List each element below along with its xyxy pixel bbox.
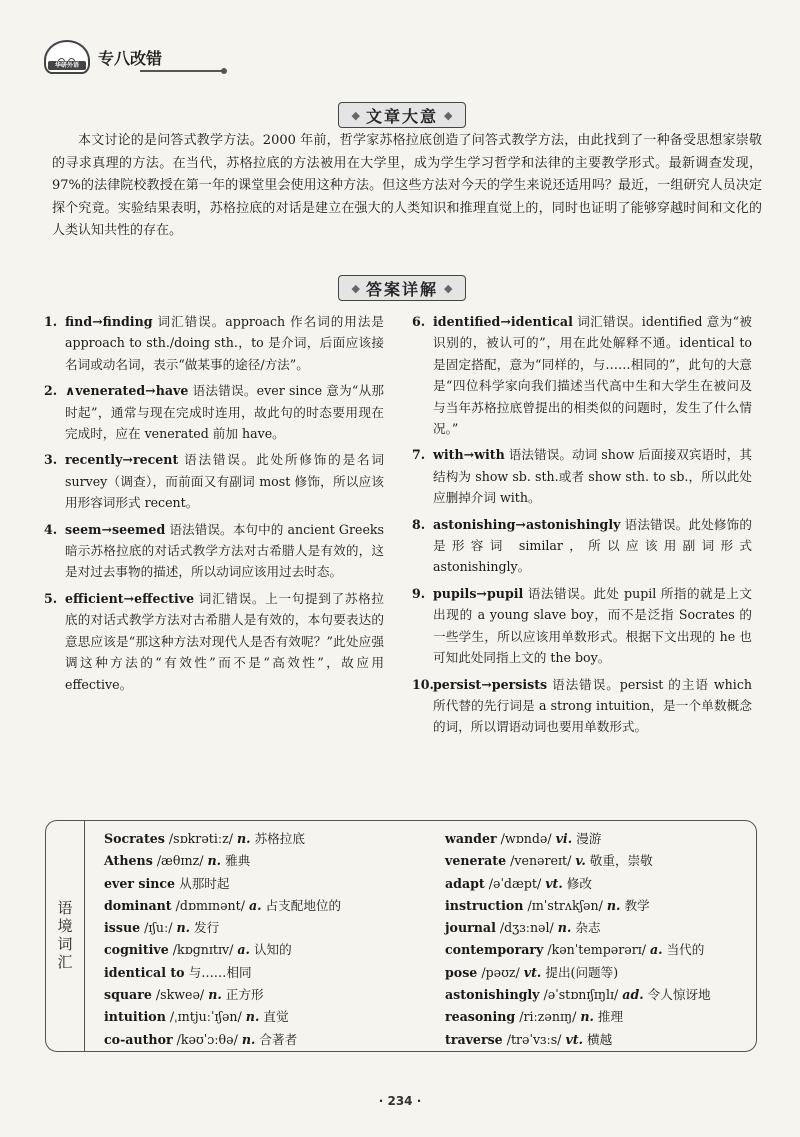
- vocab-part-of-speech: vt.: [545, 875, 563, 891]
- answer-number: 2.: [44, 383, 58, 399]
- vocab-phonetic: /kəʊˈɔːθə/: [176, 1031, 238, 1047]
- vocab-meaning: 认知的: [253, 942, 292, 958]
- answer-explanation: 语法错误。此处所修饰的是名词 survey（调查），而前面又有副词 most 修饰，所以应该用形容词形式 recent。: [65, 452, 384, 511]
- vocab-word: co-author: [104, 1031, 173, 1047]
- header-rule: [140, 70, 224, 72]
- vocab-phonetic: /kɒgnɪtɪv/: [172, 942, 234, 958]
- answer-correction: seem→seemed: [65, 521, 166, 537]
- vocab-entry: [445, 895, 711, 917]
- summary-heading-text: 文章大意: [365, 106, 438, 126]
- vocab-part-of-speech: vi.: [555, 831, 573, 846]
- vocab-part-of-speech: n.: [176, 920, 191, 936]
- answer-explanation: 语法错误。persist 的主语 which 所代替的先行词是 a strong intuition，是一个单数概念的词，所以谓语动词也要用单数形式。: [433, 676, 752, 735]
- vocab-part-of-speech: n.: [245, 1009, 260, 1025]
- answer-number: 5.: [44, 590, 58, 606]
- answer-item: [412, 444, 752, 508]
- vocab-meaning: 横越: [586, 1031, 613, 1047]
- vocab-phonetic: /venəreɪt/: [510, 853, 572, 869]
- vocab-word: reasoning: [445, 1009, 516, 1025]
- answer-explanation: 词汇错误。上一句提到了苏格拉底的对话式教学方法对古希腊人是有效的，本句要表达的意思应该是“那这种方法对现代人是否有效呢？”此处应强调这种方法的“有效性”而不是“高效性”，故应用 effective。: [65, 590, 384, 692]
- vocab-word: cognitive: [104, 942, 169, 958]
- answer-number: 9.: [412, 585, 426, 601]
- vocab-part-of-speech: n.: [207, 853, 222, 869]
- vocab-word: ever since: [104, 875, 176, 891]
- vocab-meaning: 敬重，崇敬: [589, 853, 653, 869]
- answer-number: 1.: [44, 314, 58, 329]
- vocab-word: identical to: [104, 964, 185, 980]
- vocab-meaning: 杂志: [575, 920, 601, 936]
- vocab-entry: [104, 984, 341, 1006]
- vocab-phonetic: /wɒndə/: [500, 831, 552, 846]
- vocab-meaning: 推理: [597, 1009, 624, 1025]
- answer-correction: ∧venerated→have: [65, 383, 189, 399]
- vocab-part-of-speech: n.: [557, 920, 572, 936]
- vocab-phonetic: /ˌɪntjuːˈɪʃən/: [169, 1009, 242, 1025]
- answer-correction: recently→recent: [65, 452, 179, 468]
- answer-correction: pupils→pupil: [433, 585, 524, 601]
- answer-item: [412, 674, 752, 738]
- vocab-word: venerate: [445, 853, 507, 869]
- vocab-phonetic: /ɪʃuː/: [144, 920, 173, 936]
- vocab-meaning: 从那时起: [179, 875, 230, 891]
- vocab-phonetic: /skweə/: [155, 987, 205, 1003]
- diamond-icon: ◆: [444, 108, 453, 122]
- answer-number: 6.: [412, 314, 426, 329]
- vocab-entry: [445, 873, 711, 895]
- vocab-entry: [104, 917, 341, 939]
- answer-correction: persist→persists: [433, 676, 548, 692]
- answer-correction: find→finding: [65, 314, 153, 329]
- answer-item: [412, 311, 752, 439]
- answer-explanation: 词汇错误。identified 意为“被识别的，被认可的”，用在此处解释不通。identical to 是固定搭配，意为“同样的，与……相同的”，此句的大意是“四位科学家向我们描述当代高中生和大学生在被问及与当年苏格拉底曾提出的相类似的问题时，发生了什么情况。”: [433, 314, 752, 437]
- answer-item: [44, 588, 384, 695]
- answer-correction: identified→identical: [433, 314, 573, 329]
- vocab-entry: [445, 1029, 711, 1051]
- vocab-word: issue: [104, 920, 141, 936]
- answer-explanation: 语法错误。此处 pupil 所指的就是上文出现的 a young slave boy，而不是泛指 Socrates 的一些学生，所以应该用单数形式。根据下文出现的 he 也可知此处同指上文的 the boy。: [433, 585, 752, 666]
- vocab-meaning: 漫游: [576, 831, 602, 846]
- answer-correction: astonishing→astonishingly: [433, 516, 621, 532]
- vocab-entry: [445, 962, 711, 984]
- diamond-icon: ◆: [351, 281, 360, 295]
- vocab-phonetic: /kənˈtempərərɪ/: [547, 942, 646, 958]
- answer-number: 7.: [412, 447, 426, 463]
- vocab-word: intuition: [104, 1009, 166, 1025]
- diamond-icon: ◆: [351, 108, 360, 122]
- vocabulary-column-right: [445, 828, 711, 1051]
- vocab-entry: [445, 984, 711, 1006]
- vocab-meaning: 发行: [194, 920, 220, 936]
- logo-mascot: [58, 50, 78, 58]
- answers-heading-text: 答案详解: [365, 279, 438, 299]
- vocab-part-of-speech: a.: [248, 897, 262, 913]
- vocab-phonetic: /əˈdæpt/: [488, 875, 542, 891]
- answer-explanation: 语法错误。ever since 意为“从那时起”，通常与现在完成时连用，故此句的时态要用现在完成时，应在 venerated 前加 have。: [65, 383, 384, 442]
- vocab-entry: [104, 873, 341, 895]
- vocab-meaning: 合著者: [259, 1031, 298, 1047]
- vocab-part-of-speech: n.: [237, 831, 251, 846]
- answers-heading: [338, 275, 466, 301]
- vocab-phonetic: /əˈstɒnɪʃɪŋlɪ/: [543, 987, 619, 1003]
- answer-explanation: 词汇错误。approach 作名词的用法是 approach to sth./doing sth.，to 是介词，后面应该接名词或动名词，表示“做某事的途径/方法”。: [65, 314, 384, 372]
- vocabulary-label: [46, 821, 85, 1051]
- diamond-icon: ◆: [444, 281, 453, 295]
- answer-number: 3.: [44, 452, 58, 468]
- vocab-entry: [445, 1006, 711, 1028]
- vocab-phonetic: /ɪnˈstrʌkʃən/: [527, 897, 603, 913]
- summary-paragraph: 本文讨论的是问答式教学方法。2000 年前，哲学家苏格拉底创造了问答式教学方法，由此找到了一种备受思想家崇敬的寻求真理的方法。在当代，苏格拉底的方法被用在大学里，成为学生学习哲学和法律的主要教学形式。最新调查发现，97%的法律院校教授在第一年的课堂里会使用这种方法。但这些方法对今天的学生来说还适用吗？最近，一组研究人员决定探个究竟。实验结果表明，苏格拉底的对话是建立在强大的人类知识和推理直觉上的，同时也证明了能够穿越时间和文化的人类认知共性的存在。: [52, 133, 762, 238]
- vocab-meaning: 雅典: [225, 853, 251, 869]
- answer-item: [44, 519, 384, 583]
- vocab-entry: [104, 850, 341, 872]
- answer-item: [44, 380, 384, 444]
- vocab-entry: [104, 939, 341, 961]
- vocab-entry: [104, 828, 341, 850]
- answers-column-left: [44, 311, 384, 700]
- vocab-entry: [104, 895, 341, 917]
- vocab-meaning: 修改: [566, 875, 592, 891]
- logo-text: 华研外语: [48, 61, 86, 70]
- answer-item: [412, 583, 752, 669]
- vocab-word: instruction: [445, 897, 524, 913]
- vocab-part-of-speech: v.: [575, 853, 586, 869]
- vocab-meaning: 令人惊讶地: [647, 987, 711, 1003]
- vocab-entry: [104, 1006, 341, 1028]
- vocab-part-of-speech: n.: [208, 987, 222, 1003]
- vocab-part-of-speech: n.: [580, 1009, 594, 1025]
- vocab-entry: [104, 1029, 341, 1051]
- section-title: 专八改错: [98, 49, 163, 68]
- vocab-part-of-speech: n.: [241, 1031, 256, 1047]
- answer-explanation: 语法错误。动词 show 后面接双宾语时，其结构为 show sb. sth.或者 show sth. to sb.，所以此处应删掉介词 with。: [433, 447, 752, 506]
- vocab-part-of-speech: vt.: [523, 964, 542, 980]
- vocab-phonetic: /sɒkrətiːz/: [168, 831, 233, 846]
- vocab-entry: [445, 828, 711, 850]
- vocab-phonetic: /trəˈvɜːs/: [506, 1031, 562, 1047]
- vocab-meaning: 提出(问题等): [545, 964, 619, 980]
- vocab-word: square: [104, 987, 152, 1003]
- answer-number: 4.: [44, 521, 58, 537]
- vocab-word: adapt: [445, 875, 485, 891]
- vocab-part-of-speech: n.: [606, 897, 621, 913]
- answer-number: 8.: [412, 516, 426, 532]
- vocab-part-of-speech: a.: [237, 942, 250, 958]
- vocab-entry: [445, 939, 711, 961]
- vocab-word: traverse: [445, 1031, 503, 1047]
- vocab-word: journal: [445, 920, 496, 936]
- vocab-entry: [445, 850, 711, 872]
- vocab-word: Socrates: [104, 831, 165, 846]
- section-header: [44, 40, 184, 76]
- vocabulary-column-left: [104, 828, 341, 1051]
- vocab-meaning: 苏格拉底: [254, 831, 305, 846]
- vocab-word: Athens: [104, 853, 153, 869]
- answer-item: [44, 311, 384, 375]
- vocab-meaning: 与……相同: [188, 964, 252, 980]
- vocab-part-of-speech: vt.: [565, 1031, 583, 1047]
- vocab-meaning: 教学: [624, 897, 650, 913]
- answer-explanation: 语法错误。本句中的 ancient Greeks 暗示苏格拉底的对话式教学方法对古希腊人是有效的，这是对过去事物的描述，所以动词应该用过去时态。: [65, 521, 384, 580]
- vocabulary-label-text: 语境词汇: [55, 900, 74, 972]
- vocab-phonetic: /dʒɜːnəl/: [499, 920, 554, 936]
- vocab-word: wander: [445, 831, 497, 846]
- vocab-phonetic: /æθɪnz/: [156, 853, 204, 869]
- vocab-phonetic: /dɒmɪnənt/: [175, 897, 245, 913]
- vocab-word: contemporary: [445, 942, 544, 958]
- vocab-phonetic: /pəʊz/: [481, 964, 520, 980]
- vocab-word: astonishingly: [445, 987, 540, 1003]
- vocab-word: pose: [445, 964, 478, 980]
- page-number: · 234 ·: [378, 1094, 422, 1108]
- answer-item: [44, 449, 384, 513]
- answer-correction: efficient→effective: [65, 590, 195, 606]
- vocab-entry: [445, 917, 711, 939]
- vocab-phonetic: /riːzənɪŋ/: [519, 1009, 577, 1025]
- answer-correction: with→with: [433, 447, 505, 463]
- summary-heading: [338, 102, 466, 128]
- answer-number: 10.: [412, 676, 434, 692]
- vocab-meaning: 直觉: [263, 1009, 289, 1025]
- vocab-entry: [104, 962, 341, 984]
- vocab-meaning: 当代的: [666, 942, 705, 958]
- answer-item: [412, 514, 752, 578]
- vocab-word: dominant: [104, 897, 172, 913]
- publisher-logo-icon: [44, 40, 90, 74]
- vocab-part-of-speech: a.: [650, 942, 663, 958]
- vocabulary-box: [45, 820, 757, 1052]
- answer-explanation: 语法错误。此处修饰的是形容词 similar，所以应该用副词形式 astonishingly。: [433, 516, 752, 575]
- vocab-meaning: 正方形: [225, 987, 264, 1003]
- vocab-meaning: 占支配地位的: [265, 897, 342, 913]
- answers-column-right: [412, 311, 752, 743]
- vocab-part-of-speech: ad.: [622, 987, 644, 1003]
